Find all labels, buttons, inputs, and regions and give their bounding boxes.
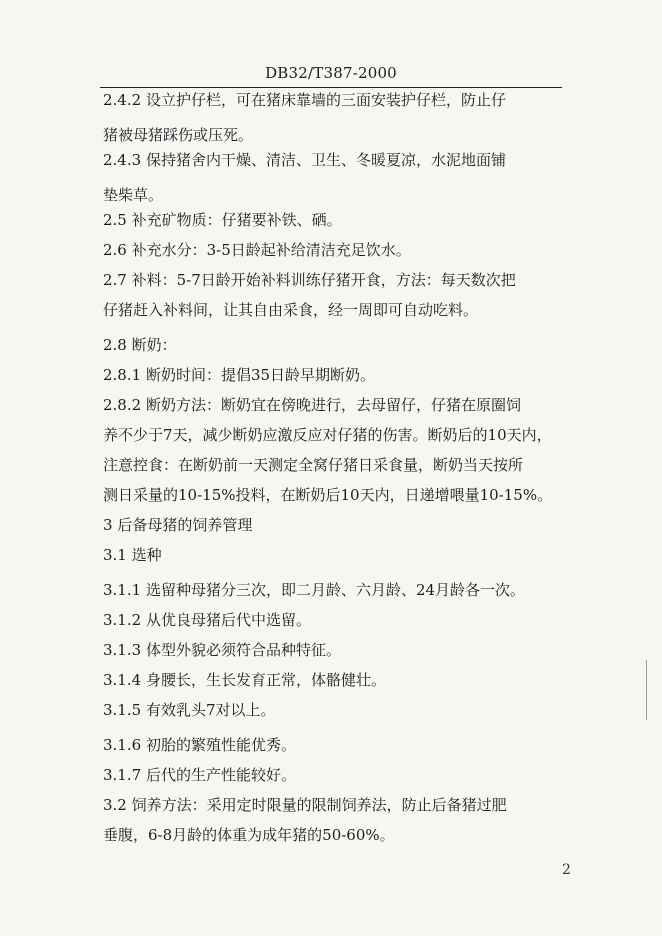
clause-text: 饲养方法：采用定时限量的限制饲养法，防止后备猪过肥 [126,796,507,814]
text-line [103,670,386,690]
clause-number: 3.1.5 [103,701,142,719]
clause-text: 注意控食：在断奶前一天测定全窝仔猪日采食量，断奶当天按所 [103,456,524,474]
text-line [103,395,521,415]
clause-text: 保持猪舍内干燥、清洁、卫生、冬暖夏凉，水泥地面铺 [141,151,506,169]
text-line [103,795,507,815]
clause-number: 2.4.2 [103,91,142,109]
clause-text: 设立护仔栏，可在猪床靠墙的三面安装护仔栏，防止仔 [141,91,506,109]
text-line [103,335,177,355]
clause-number: 3.1.7 [103,766,142,784]
clause-text: 补充矿物质：仔猪要补铁、硒。 [126,211,342,229]
clause-number: 2.8 [103,336,127,354]
clause-text: 断奶时间：提倡35日龄早期断奶。 [141,366,376,384]
clause-number: 3.1.6 [103,736,142,754]
text-line [103,455,523,475]
clause-number: 2.8.2 [103,396,142,414]
clause-number: 3 [103,516,113,534]
margin-scan-mark [646,660,662,720]
text-line [103,210,342,230]
text-line [103,270,516,290]
text-line [103,125,253,145]
clause-number: 2.8.1 [103,366,142,384]
clause-text: 后代的生产性能较好。 [141,766,296,784]
clause-text: 身腰长，生长发育正常，体骼健壮。 [141,671,386,689]
page-number: 2 [562,862,571,878]
clause-text: 初胎的繁殖性能优秀。 [141,736,296,754]
clause-number: 2.5 [103,211,127,229]
document-number: DB32/T387-2000 [265,64,397,82]
text-line [103,825,395,845]
clause-text: 从优良母猪后代中选留。 [141,611,311,629]
clause-number: 3.1.3 [103,641,142,659]
text-line [103,700,275,720]
clause-text: 垂腹，6-8月龄的体重为成年猪的50-60%。 [103,826,395,844]
text-line [103,515,252,535]
text-line [103,185,163,205]
clause-text: 选留种母猪分三次，即二月龄、六月龄、24月龄各一次。 [141,581,526,599]
clause-number: 3.1 [103,546,127,564]
text-line [103,425,552,445]
clause-text: 断奶： [126,336,177,354]
text-line [103,765,296,785]
clause-number: 2.6 [103,241,127,259]
text-line [103,545,162,565]
clause-text: 后备母猪的饲养管理 [112,516,253,534]
clause-text: 垫柴草。 [103,186,164,204]
clause-text: 猪被母猪踩伤或压死。 [103,126,254,144]
text-line [103,610,311,630]
header-rule [100,87,562,88]
clause-text: 选种 [126,546,162,564]
clause-text: 有效乳头7对以上。 [141,701,276,719]
clause-text: 体型外貌必须符合品种特征。 [141,641,341,659]
clause-text: 测日采量的10-15%投料，在断奶后10天内，日递增喂量10-15%。 [103,486,553,504]
clause-text: 补料：5-7日龄开始补料训练仔猪开食，方法：每天数次把 [126,271,516,289]
text-line [103,485,552,505]
text-line [103,240,411,260]
clause-text: 补充水分：3-5日龄起补给清洁充足饮水。 [126,241,411,259]
clause-number: 3.1.2 [103,611,142,629]
text-line [103,300,478,320]
clause-text: 断奶方法：断奶宜在傍晚进行，去母留仔，仔猪在原圈饲 [141,396,521,414]
clause-text: 养不少于7天，减少断奶应激反应对仔猪的伤害。断奶后的10天内， [103,426,552,444]
text-line [103,150,506,170]
text-line [103,580,525,600]
clause-number: 2.7 [103,271,127,289]
clause-number: 3.1.4 [103,671,142,689]
clause-text: 仔猪赶入补料间，让其自由采食，经一周即可自动吃料。 [103,301,479,319]
clause-number: 2.4.3 [103,151,142,169]
clause-number: 3.1.1 [103,581,142,599]
text-line [103,90,506,110]
text-line [103,735,296,755]
text-line [103,365,375,385]
clause-number: 3.2 [103,796,127,814]
text-line [103,640,341,660]
